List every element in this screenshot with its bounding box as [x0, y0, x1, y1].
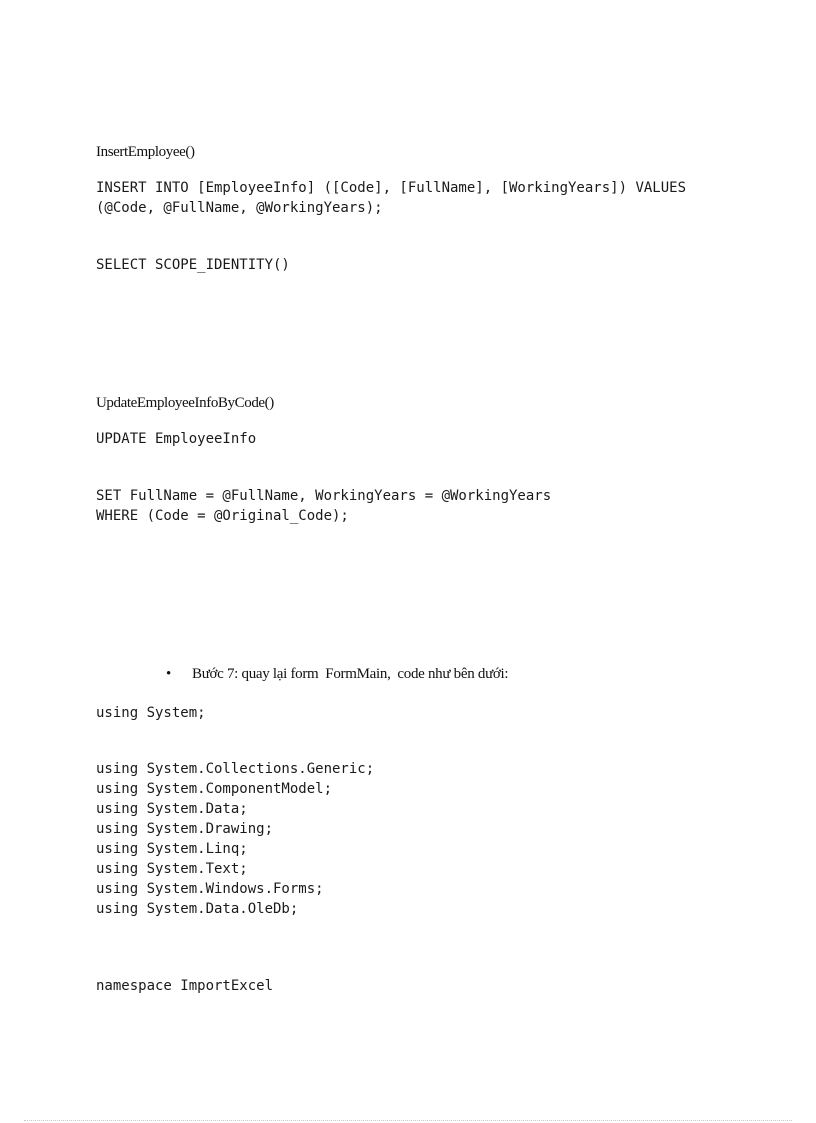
update-sql-line-1: UPDATE EmployeeInfo — [96, 431, 257, 447]
page-bottom-divider — [24, 1120, 792, 1121]
update-sql-line-3: WHERE (Code = @Original_Code); — [96, 508, 349, 524]
using-line: using System.ComponentModel; — [96, 781, 333, 797]
using-line: using System.Drawing; — [96, 821, 274, 837]
update-heading: UpdateEmployeeInfoByCode() — [96, 395, 274, 411]
select-sql-line: SELECT SCOPE_IDENTITY() — [96, 257, 290, 273]
step-bullet-item — [166, 666, 508, 683]
using-line: using System.Collections.Generic; — [96, 761, 375, 777]
update-sql-line-2: SET FullName = @FullName, WorkingYears = @WorkingYears — [96, 488, 552, 504]
using-line: using System.Data.OleDb; — [96, 901, 299, 917]
namespace-line: namespace ImportExcel — [96, 978, 274, 994]
using-system-line: using System; — [96, 705, 206, 721]
using-line: using System.Data; — [96, 801, 248, 817]
insert-sql-line-1: INSERT INTO [EmployeeInfo] ([Code], [FullName], [WorkingYears]) VALUES — [96, 180, 687, 196]
step-bullet-text: Bước 7: quay lại form FormMain, code như bên dưới: — [192, 666, 509, 682]
bullet-icon: • — [166, 666, 171, 682]
using-line: using System.Windows.Forms; — [96, 881, 324, 897]
using-line: using System.Linq; — [96, 841, 248, 857]
insert-sql-line-2: (@Code, @FullName, @WorkingYears); — [96, 200, 383, 216]
insert-heading: InsertEmployee() — [96, 144, 195, 160]
using-line: using System.Text; — [96, 861, 248, 877]
